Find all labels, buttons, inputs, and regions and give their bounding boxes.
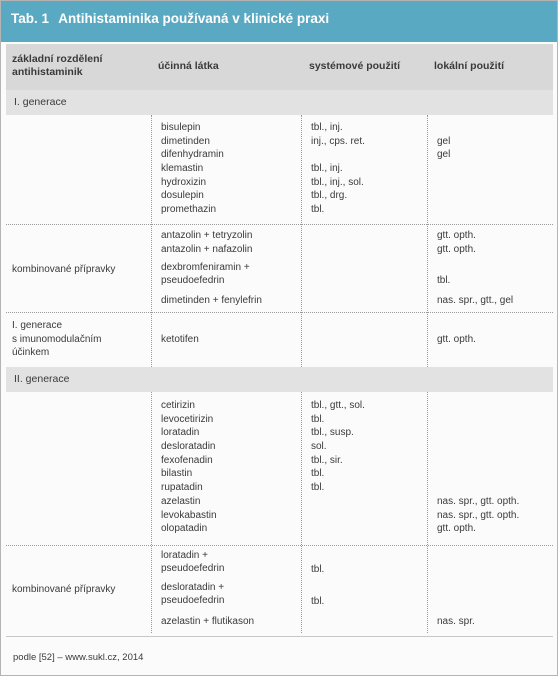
list-item <box>437 440 519 454</box>
table-title-text: Antihistaminika používaná v klinické praxi <box>58 11 330 26</box>
list-item <box>311 495 365 509</box>
gen2-combined-substance-0b: pseudoefedrin <box>161 563 225 574</box>
list-item: sol. <box>311 441 327 453</box>
list-item: azelastin <box>161 495 201 507</box>
list-item <box>437 121 450 135</box>
list-item: desloratadin <box>161 441 216 453</box>
gen1-immuno-substance: ketotifen <box>161 334 199 345</box>
list-item: nas. spr., gtt. opth. <box>437 495 520 507</box>
list-item: gtt. opth. <box>437 523 476 535</box>
gen2-combined-category: kombinované přípravky <box>12 584 116 595</box>
category-line: s imunomodulačním <box>12 333 102 345</box>
row-divider <box>6 312 553 313</box>
list-item: bisulepin <box>161 122 201 133</box>
gen2-combined-substance-0a: loratadin + <box>161 550 208 561</box>
list-item: gel <box>437 149 451 161</box>
gen2-combined-systemic-1: tbl. <box>311 596 325 607</box>
list-item: tbl., inj. <box>311 122 343 133</box>
column-divider <box>427 115 428 367</box>
list-item: loratadin <box>161 427 200 439</box>
gen1-combined-substance-3: dimetinden + fenylefrin <box>161 295 262 306</box>
gen2-local-list <box>437 399 519 536</box>
list-item: levokabastin <box>161 509 217 521</box>
list-item: cetirizin <box>161 400 195 411</box>
list-item <box>437 203 450 217</box>
list-item <box>437 467 519 481</box>
list-item: tbl., inj., sol. <box>311 176 364 188</box>
gen1-local-list <box>437 121 450 217</box>
gen1-combined-category: kombinované přípravky <box>12 264 116 275</box>
gen1-combined-substance-2a: dexbromfeniramin + <box>161 262 250 273</box>
list-item: fexofenadin <box>161 454 213 466</box>
list-item: promethazin <box>161 204 217 216</box>
row-divider <box>6 224 553 225</box>
list-item <box>437 454 519 468</box>
category-line: I. generace <box>12 320 63 331</box>
list-item: klemastin <box>161 163 204 175</box>
gen2-combined-substance-2: azelastin + flutikason <box>161 616 255 627</box>
list-item: tbl. <box>311 413 325 425</box>
list-item <box>311 148 365 162</box>
gen1-combined-substance-1: antazolin + nafazolin <box>161 244 253 255</box>
category-line: účinkem <box>12 347 50 359</box>
header-local: lokální použití <box>434 60 504 72</box>
gen2-combined-substance-1b: pseudoefedrin <box>161 595 225 606</box>
gen1-combined-substance-2b: pseudoefedrin <box>161 275 225 286</box>
gen1-combined-local-0: gtt. opth. <box>437 230 476 241</box>
list-item <box>437 176 450 190</box>
list-item: olopatadin <box>161 523 208 535</box>
list-item: tbl. <box>311 468 325 480</box>
list-item <box>311 509 365 523</box>
list-item: dosulepin <box>161 190 204 202</box>
list-item: inj., cps. ret. <box>311 135 365 147</box>
gen2-combined-substance-1a: desloratadin + <box>161 582 225 593</box>
list-item: tbl., gtt., sol. <box>311 400 365 411</box>
list-item: difenhydramin <box>161 149 224 161</box>
table-title <box>11 11 329 26</box>
section-gen1 <box>6 90 553 115</box>
header-category-line2: antihistaminik <box>12 66 83 78</box>
gen2-combined-local-2: nas. spr. <box>437 616 475 627</box>
header-substance: účinná látka <box>158 60 219 72</box>
gen1-systemic-list <box>311 121 365 217</box>
gen1-combined-local-1: gtt. opth. <box>437 244 476 255</box>
header-category <box>12 53 102 79</box>
list-item: tbl., susp. <box>311 427 354 439</box>
row-divider <box>6 545 553 546</box>
gen1-combined-local-2: tbl. <box>437 275 451 286</box>
column-divider <box>301 392 302 633</box>
gen2-substance-list <box>161 399 217 536</box>
list-item: tbl. <box>311 204 325 216</box>
list-item: nas. spr., gtt. opth. <box>437 509 520 521</box>
list-item: hydroxizin <box>161 176 207 188</box>
list-item: rupatadin <box>161 482 203 494</box>
header-category-line1: základní rozdělení <box>12 53 103 65</box>
section-gen2-label: II. generace <box>14 373 70 385</box>
column-divider <box>151 392 152 633</box>
footer-divider <box>6 636 553 637</box>
column-divider <box>427 392 428 633</box>
gen1-immuno-category <box>12 319 101 360</box>
list-item <box>437 481 519 495</box>
list-item: tbl., sir. <box>311 454 343 466</box>
list-item <box>437 189 450 203</box>
gen1-combined-substance-0: antazolin + tetryzolin <box>161 230 253 241</box>
list-item <box>311 522 365 536</box>
list-item: tbl. <box>311 482 325 494</box>
gen2-combined-systemic-0: tbl. <box>311 564 325 575</box>
gen1-combined-local-3: nas. spr., gtt., gel <box>437 295 514 306</box>
list-item: tbl., drg. <box>311 190 348 202</box>
table-number: Tab. 1 <box>11 11 50 26</box>
header-systemic: systémové použití <box>309 60 401 72</box>
list-item: tbl., inj. <box>311 163 343 175</box>
list-item <box>437 413 519 427</box>
list-item: bilastin <box>161 468 193 480</box>
list-item: dimetinden <box>161 135 210 147</box>
column-divider <box>301 115 302 367</box>
list-item <box>437 399 519 413</box>
list-item: levocetirizin <box>161 413 214 425</box>
list-item: gel <box>437 135 451 147</box>
title-bar <box>1 1 557 42</box>
gen1-immuno-local: gtt. opth. <box>437 334 476 345</box>
gen1-substance-list <box>161 121 224 217</box>
table-footnote: podle [52] – www.sukl.cz, 2014 <box>13 652 144 663</box>
section-gen2 <box>6 367 553 392</box>
section-gen1-label: I. generace <box>14 96 67 108</box>
column-divider <box>151 115 152 367</box>
table-header <box>6 44 553 90</box>
gen2-systemic-list <box>311 399 365 536</box>
list-item <box>437 426 519 440</box>
list-item <box>437 162 450 176</box>
